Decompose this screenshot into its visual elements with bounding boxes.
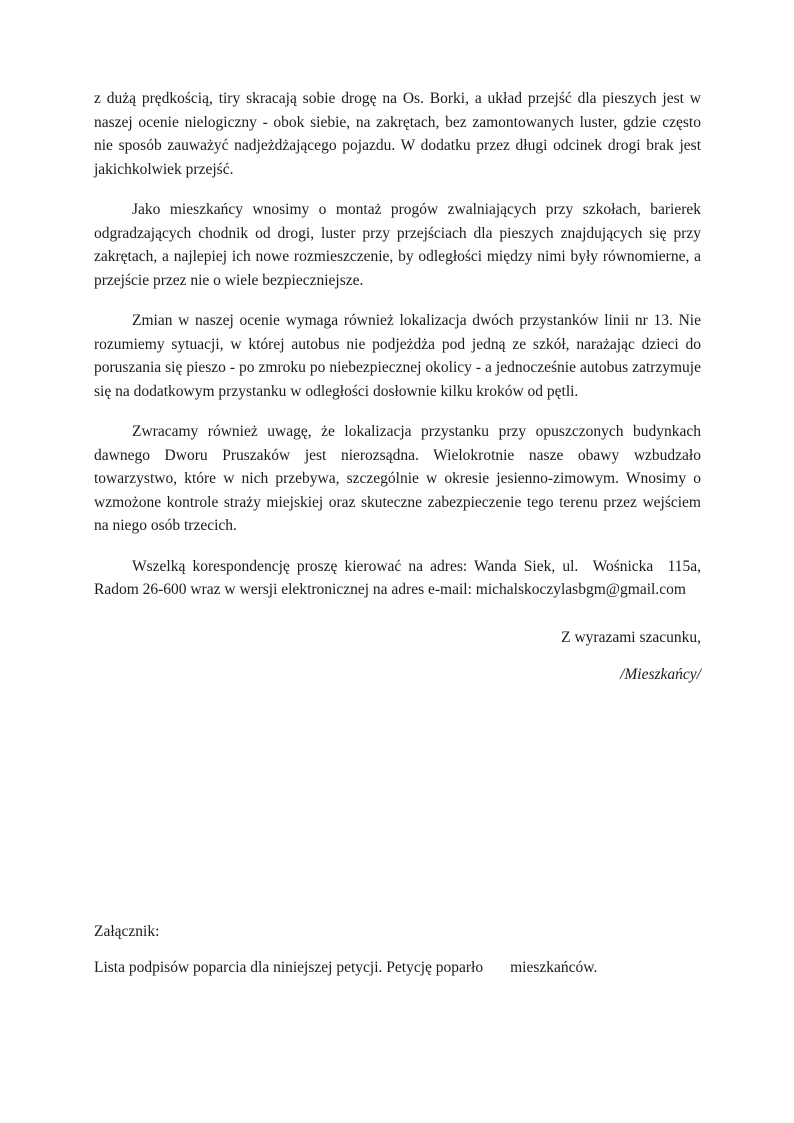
attachment-line (94, 956, 701, 980)
attachment-line-before-blank: Lista podpisów poparcia dla niniejszej petycji. Petycję poparło (94, 958, 484, 976)
closing-signature: /Mieszkańcy/ (620, 665, 701, 683)
paragraph-bus-stops: Zmian w naszej ocenie wymaga również lokalizacja dwóch przystanków linii nr 13. Nie rozumiemy sytuacji, w której autobus nie podjeżdża pod jedną ze szkół, narażając dzieci do poruszania się pieszo - po zmroku po niebezpiecznej okolicy - a jednocześnie autobus zatrzymuje się na dodatkowym przystanku w odległości dosłownie kilku kroków od pętli. (94, 312, 701, 400)
paragraph-requests: Jako mieszkańcy wnosimy o montaż progów zwalniających przy szkołach, barierek odgradzających chodnik od drogi, luster przy przejściach dla pieszych znajdujących się przy zakrętach, a najlepiej ich nowe rozmieszczenie, by odległości między nimi były równomierne, a przejście przez nie o wiele bezpieczniejsze. (94, 201, 701, 289)
letter-body (94, 87, 701, 619)
paragraph-abandoned-buildings: Zwracamy również uwagę, że lokalizacja przystanku przy opuszczonych budynkach dawnego Dworu Pruszaków jest nierozsądna. Wielokrotnie nasze obawy wzbudzało towarzystwo, które w nich przebywa, szczególnie w okresie jesienno-zimowym. Wnosimy o wzmożone kontrole straży miejskiej oraz skuteczne zabezpieczenie tego terenu przez wejściem na niego osób trzecich. (94, 423, 701, 534)
attachment-line-after-blank: mieszkańców. (510, 958, 598, 976)
closing-block (94, 626, 701, 686)
attachment-label: Załącznik: (94, 923, 160, 940)
paragraph-correspondence-address: Wszelką korespondencję proszę kierować na adres: Wanda Siek, ul. Wośnicka 115a, Radom 26-600 wraz w wersji elektronicznej na adres e-mail: michalskoczylasbgm@gmail.com (94, 557, 701, 598)
attachment-block (94, 920, 701, 979)
paragraph-road-safety: z dużą prędkością, tiry skracają sobie drogę na Os. Borki, a układ przejść dla pieszych jest w naszej ocenie nielogiczny - obok siebie, na zakrętach, bez zamontowanych luster, gdzie często nie sposób zauważyć nadjeżdżającego pojazdu. W dodatku przez długi odcinek drogi brak jest jakichkolwiek przejść. (94, 90, 701, 178)
closing-salutation: Z wyrazami szacunku, (561, 629, 701, 646)
